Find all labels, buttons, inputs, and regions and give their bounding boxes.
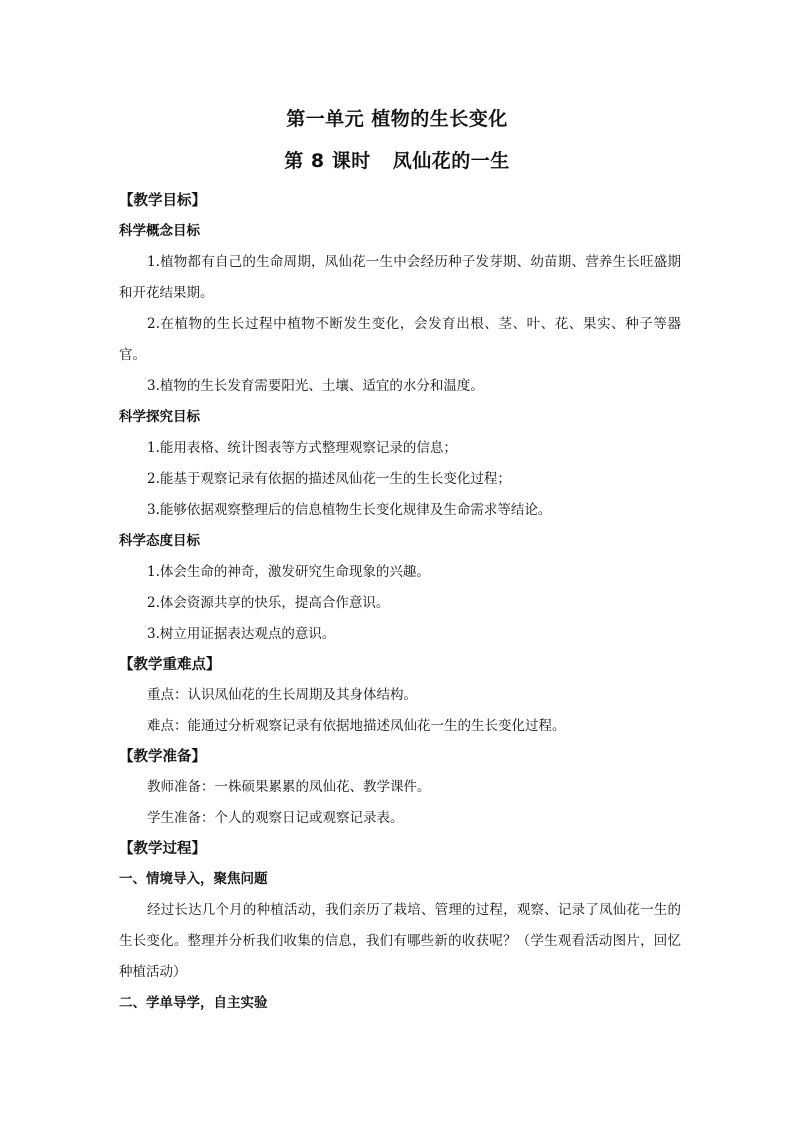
document-body bbox=[119, 186, 681, 1019]
student-preparation: 学生准备：个人的观察日记或观察记录表。 bbox=[147, 810, 404, 826]
section1-heading: 一、情境导入，聚焦问题 bbox=[119, 871, 268, 887]
lesson-number: 第 8 课时 bbox=[284, 150, 371, 172]
preparation-heading: 【教学准备】 bbox=[119, 749, 206, 765]
section2-heading: 二、学单导学，自主实验 bbox=[119, 995, 268, 1011]
attitude-item: 1.体会生命的神奇，激发研究生命现象的兴趣。 bbox=[147, 564, 430, 580]
concept-item: 2.在植物的生长过程中植物不断发生变化，会发育出根、茎、叶、花、果实、种子等器官。 bbox=[119, 316, 681, 363]
process-heading: 【教学过程】 bbox=[119, 841, 206, 857]
key-point: 重点：认识凤仙花的生长周期及其身体结构。 bbox=[147, 687, 417, 703]
concept-item: 1.植物都有自己的生命周期，凤仙花一生中会经历种子发芽期、幼苗期、营养生长旺盛期和开花结果期。 bbox=[119, 254, 681, 301]
objectives-heading: 【教学目标】 bbox=[119, 193, 206, 209]
concept-item: 3.植物的生长发育需要阳光、土壤、适宜的水分和温度。 bbox=[147, 378, 484, 394]
concept-heading: 科学概念目标 bbox=[119, 223, 200, 239]
lesson-title bbox=[0, 146, 794, 173]
inquiry-heading: 科学探究目标 bbox=[119, 409, 200, 425]
inquiry-item: 3.能够依据观察整理后的信息植物生长变化规律及生命需求等结论。 bbox=[147, 502, 552, 518]
inquiry-item: 1.能用表格、统计图表等方式整理观察记录的信息； bbox=[147, 440, 457, 456]
inquiry-item: 2.能基于观察记录有依据的描述凤仙花一生的生长变化过程； bbox=[147, 471, 511, 487]
key-points-heading: 【教学重难点】 bbox=[119, 657, 221, 673]
lesson-name: 凤仙花的一生 bbox=[392, 150, 510, 172]
unit-title: 第一单元 植物的生长变化 bbox=[286, 108, 508, 130]
attitude-item: 2.体会资源共享的快乐，提高合作意识。 bbox=[147, 595, 390, 611]
teacher-preparation: 教师准备：一株硕果累累的凤仙花、教学课件。 bbox=[147, 779, 431, 795]
attitude-item: 3.树立用证据表达观点的意识。 bbox=[147, 626, 336, 642]
section1-text: 经过长达几个月的种植活动，我们亲历了栽培、管理的过程，观察、记录了凤仙花一生的生长变化。整理并分析我们收集的信息，我们有哪些新的收获呢？（学生观看活动图片，回忆种植活动） bbox=[119, 902, 681, 980]
attitude-heading: 科学态度目标 bbox=[119, 533, 200, 549]
difficult-point: 难点：能通过分析观察记录有依据地描述凤仙花一生的生长变化过程。 bbox=[147, 718, 566, 734]
